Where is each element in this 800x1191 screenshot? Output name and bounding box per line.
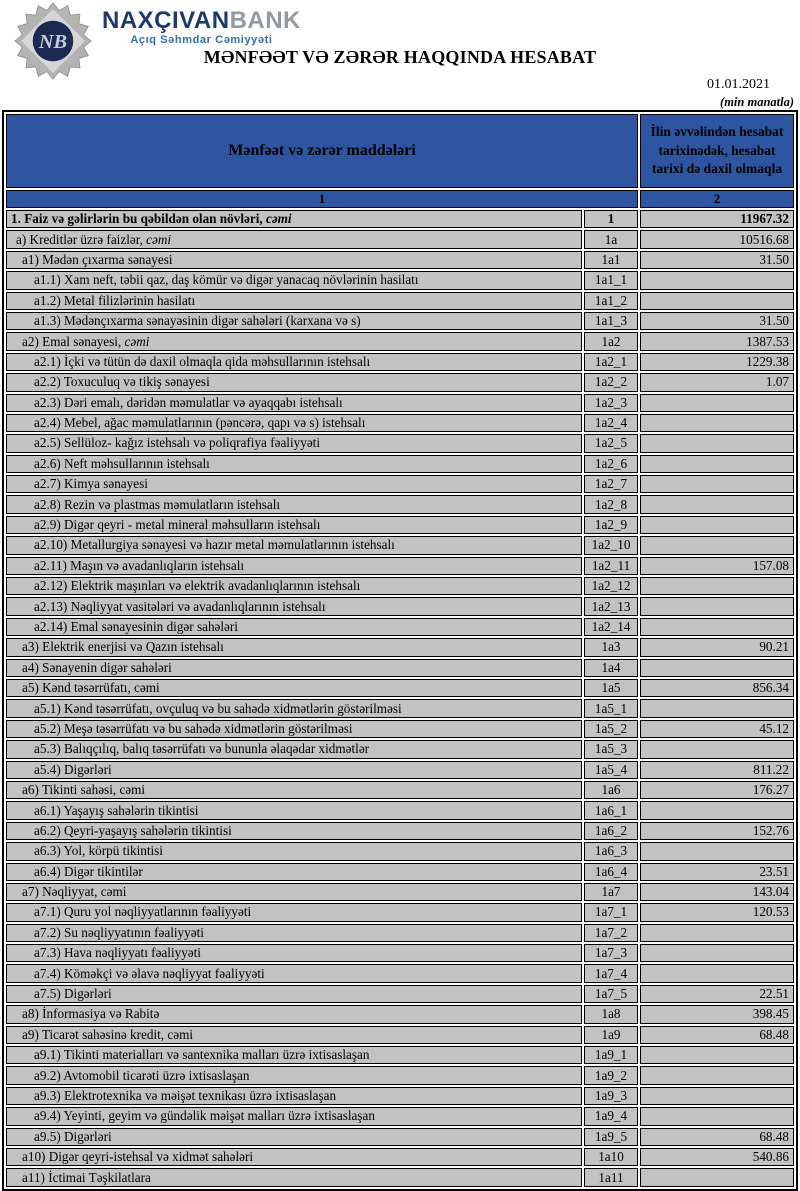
row-label: a11) İctimai Təşkilatlara	[6, 1168, 582, 1186]
row-label: a2) Emal sənayesi, cəmi	[6, 332, 582, 350]
row-value	[640, 414, 794, 432]
row-label: a9.1) Tikinti materialları və santexnika malları üzrə ixtisaslaşan	[6, 1046, 582, 1064]
row-label: a4) Sənayenin digər sahələri	[6, 659, 582, 677]
row-label: a2.8) Rezin və plastmas məmulatların istehsalı	[6, 495, 582, 513]
row-value	[640, 597, 794, 615]
row-code: 1a6_1	[584, 801, 638, 819]
bank-logo	[14, 2, 301, 80]
row-value: 152.76	[640, 822, 794, 840]
row-label: a9.3) Elektrotexnika və məişət texnikası üzrə ixtisaslaşan	[6, 1087, 582, 1105]
table-row	[6, 414, 794, 432]
row-label: a7.4) Köməkçi və əlavə nəqliyyat fəaliyyəti	[6, 964, 582, 982]
table-row	[6, 761, 794, 779]
table-row	[6, 1128, 794, 1146]
table-row	[6, 536, 794, 554]
row-label: a7.1) Quru yol nəqliyyatlarının fəaliyyəti	[6, 903, 582, 921]
report-title: MƏNFƏƏT VƏ ZƏRƏR HAQQINDA HESABAT	[203, 47, 597, 67]
row-code: 1a2_8	[584, 495, 638, 513]
row-code: 1a6_3	[584, 842, 638, 860]
column-header-value: İlin əvvəlindən hesabat tarixinədək, hesabat tarixi də daxil olmaqla	[640, 114, 794, 188]
row-value	[640, 1168, 794, 1186]
table-row	[6, 679, 794, 697]
row-code: 1a1_2	[584, 292, 638, 310]
row-value: 68.48	[640, 1128, 794, 1146]
row-label: a2.6) Neft məhsullarının istehsalı	[6, 455, 582, 473]
table-row	[6, 801, 794, 819]
row-label: a2.12) Elektrik maşınları və elektrik avadanlıqlarının istehsalı	[6, 577, 582, 595]
row-label: a2.10) Metallurgiya sənayesi və hazır metal məmulatlarının istehsalı	[6, 536, 582, 554]
row-value: 90.21	[640, 638, 794, 656]
row-code: 1a9_5	[584, 1128, 638, 1146]
table-row	[6, 822, 794, 840]
row-code: 1a7_5	[584, 985, 638, 1003]
row-label: a9.5) Digərləri	[6, 1128, 582, 1146]
row-value	[640, 964, 794, 982]
row-value: 45.12	[640, 720, 794, 738]
table-row	[6, 863, 794, 881]
row-value: 31.50	[640, 312, 794, 330]
row-label: a2.7) Kimya sənayesi	[6, 475, 582, 493]
row-code: 1	[584, 210, 638, 228]
row-code: 1a5_4	[584, 761, 638, 779]
row-value: 157.08	[640, 557, 794, 575]
row-code: 1a11	[584, 1168, 638, 1186]
row-value	[640, 434, 794, 452]
row-value: 856.34	[640, 679, 794, 697]
table-row	[6, 964, 794, 982]
row-label: a1) Mədən çıxarma sənayesi	[6, 251, 582, 269]
row-code: 1a2_14	[584, 618, 638, 636]
table-row	[6, 353, 794, 371]
row-label: a6.2) Qeyri-yaşayış sahələrin tikintisi	[6, 822, 582, 840]
row-label: a8) İnformasiya və Rabitə	[6, 1005, 582, 1023]
row-value	[640, 924, 794, 942]
row-code: 1a2_1	[584, 353, 638, 371]
table-row	[6, 557, 794, 575]
row-label: a2.2) Toxuculuq və tikiş sənayesi	[6, 373, 582, 391]
row-code: 1a	[584, 230, 638, 248]
row-value	[640, 1087, 794, 1105]
row-label: a7.3) Hava nəqliyyatı fəaliyyəti	[6, 944, 582, 962]
row-value	[640, 842, 794, 860]
column-number-row	[6, 190, 794, 208]
table-row	[6, 842, 794, 860]
row-value	[640, 495, 794, 513]
table-row	[6, 1148, 794, 1166]
bank-seal-icon	[14, 2, 92, 80]
row-value: 811.22	[640, 761, 794, 779]
table-row	[6, 1107, 794, 1125]
row-label: a6) Tikinti sahəsi, cəmi	[6, 781, 582, 799]
report-table-head	[6, 114, 794, 208]
logo-text	[102, 9, 301, 46]
logo-name-primary: NAXÇIVAN	[102, 7, 230, 34]
row-value	[640, 455, 794, 473]
table-row	[6, 475, 794, 493]
row-value	[640, 516, 794, 534]
row-code: 1a5_1	[584, 699, 638, 717]
row-value	[640, 1107, 794, 1125]
row-code: 1a9_2	[584, 1066, 638, 1084]
row-value	[640, 740, 794, 758]
row-code: 1a7_2	[584, 924, 638, 942]
row-label: a1.3) Mədənçıxarma sənayəsinin digər sahələri (karxana və s)	[6, 312, 582, 330]
row-value: 398.45	[640, 1005, 794, 1023]
row-label: a9) Ticarət sahəsinə kredit, cəmi	[6, 1026, 582, 1044]
row-value	[640, 618, 794, 636]
row-code: 1a5_2	[584, 720, 638, 738]
row-label: a5.2) Meşə təsərrüfatı və bu sahədə xidmətlərin göstərilməsi	[6, 720, 582, 738]
row-label: a7.2) Su nəqliyyatının fəaliyyəti	[6, 924, 582, 942]
row-label: a6.1) Yaşayış sahələrin tikintisi	[6, 801, 582, 819]
row-value: 540.86	[640, 1148, 794, 1166]
row-label: a3) Elektrik enerjisi və Qazın istehsalı	[6, 638, 582, 656]
table-row	[6, 985, 794, 1003]
table-row	[6, 659, 794, 677]
row-value	[640, 1066, 794, 1084]
row-label: a2.13) Nəqliyyat vasitələri və avadanlıqlarının istehsalı	[6, 597, 582, 615]
row-value	[640, 271, 794, 289]
row-code: 1a2	[584, 332, 638, 350]
row-value	[640, 944, 794, 962]
table-row	[6, 740, 794, 758]
row-code: 1a2_11	[584, 557, 638, 575]
row-code: 1a7	[584, 883, 638, 901]
row-label: a2.5) Sellüloz- kağız istehsalı və poliqrafiya fəaliyyəti	[6, 434, 582, 452]
table-row	[6, 251, 794, 269]
row-label: a2.1) İçki və tütün də daxil olmaqla qida məhsullarının istehsalı	[6, 353, 582, 371]
row-code: 1a3	[584, 638, 638, 656]
row-value: 23.51	[640, 863, 794, 881]
row-value	[640, 536, 794, 554]
row-code: 1a7_1	[584, 903, 638, 921]
row-label: a7) Nəqliyyat, cəmi	[6, 883, 582, 901]
table-row	[6, 1168, 794, 1186]
row-code: 1a2_4	[584, 414, 638, 432]
table-row	[6, 292, 794, 310]
table-row	[6, 373, 794, 391]
table-row	[6, 903, 794, 921]
row-code: 1a5	[584, 679, 638, 697]
row-label: a5.4) Digərləri	[6, 761, 582, 779]
row-label: a1.2) Metal filizlərinin hasilatı	[6, 292, 582, 310]
row-code: 1a2_9	[584, 516, 638, 534]
row-code: 1a9_3	[584, 1087, 638, 1105]
row-label: a6.3) Yol, körpü tikintisi	[6, 842, 582, 860]
table-row	[6, 618, 794, 636]
row-code: 1a8	[584, 1005, 638, 1023]
row-code: 1a5_3	[584, 740, 638, 758]
row-label: a5) Kənd təsərrüfatı, cəmi	[6, 679, 582, 697]
row-label: a2.9) Digər qeyri - metal mineral məhsulların istehsalı	[6, 516, 582, 534]
row-value: 31.50	[640, 251, 794, 269]
column-number-2: 2	[640, 190, 794, 208]
row-value: 176.27	[640, 781, 794, 799]
table-row	[6, 638, 794, 656]
row-label: a) Kreditlər üzrə faizlər, cəmi	[6, 230, 582, 248]
row-code: 1a2_3	[584, 394, 638, 412]
table-row	[6, 1066, 794, 1084]
logo-subtitle: Açıq Səhmdar Cəmiyyəti	[130, 34, 273, 46]
logo-name	[102, 9, 301, 33]
row-label: a2.3) Dəri emalı, dəridən məmulatlar və ayaqqabı istehsalı	[6, 394, 582, 412]
row-value: 143.04	[640, 883, 794, 901]
table-row	[6, 394, 794, 412]
row-code: 1a4	[584, 659, 638, 677]
logo-name-secondary: BANK	[229, 7, 301, 34]
row-label: a6.4) Digər tikintilər	[6, 863, 582, 881]
row-code: 1a6_2	[584, 822, 638, 840]
row-value: 120.53	[640, 903, 794, 921]
row-code: 1a2_6	[584, 455, 638, 473]
row-value	[640, 699, 794, 717]
row-code: 1a10	[584, 1148, 638, 1166]
row-code: 1a2_13	[584, 597, 638, 615]
table-header-row	[6, 114, 794, 188]
row-code: 1a1_1	[584, 271, 638, 289]
row-value	[640, 394, 794, 412]
row-value	[640, 1046, 794, 1064]
table-row	[6, 434, 794, 452]
row-code: 1a1	[584, 251, 638, 269]
table-row	[6, 210, 794, 228]
report-table-wrap	[2, 110, 798, 1191]
row-code: 1a1_3	[584, 312, 638, 330]
table-row	[6, 1026, 794, 1044]
row-value: 10516.68	[640, 230, 794, 248]
row-label: a9.4) Yeyinti, geyim və gündəlik məişət malları üzrə ixtisaslaşan	[6, 1107, 582, 1125]
row-label: a5.3) Balıqçılıq, balıq təsərrüfatı və bununla əlaqədar xidmətlər	[6, 740, 582, 758]
table-row	[6, 455, 794, 473]
table-row	[6, 699, 794, 717]
row-code: 1a7_4	[584, 964, 638, 982]
table-row	[6, 924, 794, 942]
row-value	[640, 801, 794, 819]
row-code: 1a2_10	[584, 536, 638, 554]
table-row	[6, 597, 794, 615]
row-code: 1a7_3	[584, 944, 638, 962]
report-table-body	[6, 210, 794, 1187]
table-row	[6, 1005, 794, 1023]
report-table	[4, 112, 796, 1189]
unit-note: (min manatla)	[720, 95, 794, 109]
row-code: 1a9_1	[584, 1046, 638, 1064]
seal-monogram: NB	[38, 31, 68, 54]
row-label: a7.5) Digərləri	[6, 985, 582, 1003]
table-row	[6, 516, 794, 534]
row-label: a9.2) Avtomobil ticarəti üzrə ixtisaslaşan	[6, 1066, 582, 1084]
table-row	[6, 495, 794, 513]
row-value	[640, 475, 794, 493]
row-value: 1.07	[640, 373, 794, 391]
row-code: 1a2_12	[584, 577, 638, 595]
row-code: 1a6_4	[584, 863, 638, 881]
table-row	[6, 883, 794, 901]
table-row	[6, 312, 794, 330]
row-value: 1229.38	[640, 353, 794, 371]
table-row	[6, 332, 794, 350]
row-value: 68.48	[640, 1026, 794, 1044]
row-value	[640, 577, 794, 595]
row-label: a2.14) Emal sənayesinin digər sahələri	[6, 618, 582, 636]
table-row	[6, 577, 794, 595]
row-label: a2.4) Mebel, ağac məmulatlarının (pəncərə, qapı və s) istehsalı	[6, 414, 582, 432]
row-code: 1a6	[584, 781, 638, 799]
row-code: 1a2_5	[584, 434, 638, 452]
table-row	[6, 1087, 794, 1105]
row-label: a2.11) Maşın və avadanlıqların istehsalı	[6, 557, 582, 575]
row-label: a10) Digər qeyri-istehsal və xidmət sahələri	[6, 1148, 582, 1166]
row-label: a1.1) Xam neft, təbii qaz, daş kömür və digər yanacaq növlərinin hasilatı	[6, 271, 582, 289]
row-code: 1a2_2	[584, 373, 638, 391]
row-label: 1. Faiz və gəlirlərin bu qəbildən olan növləri, cəmi	[6, 210, 582, 228]
column-number-1: 1	[6, 190, 638, 208]
row-value: 1387.53	[640, 332, 794, 350]
row-code: 1a2_7	[584, 475, 638, 493]
row-value: 11967.32	[640, 210, 794, 228]
table-row	[6, 720, 794, 738]
page-header	[0, 0, 800, 110]
row-value: 22.51	[640, 985, 794, 1003]
column-header-items: Mənfəət və zərər maddələri	[6, 114, 638, 188]
table-row	[6, 1046, 794, 1064]
table-row	[6, 230, 794, 248]
report-date: 01.01.2021	[707, 77, 770, 92]
table-row	[6, 944, 794, 962]
row-code: 1a9_4	[584, 1107, 638, 1125]
row-value	[640, 292, 794, 310]
row-value	[640, 659, 794, 677]
table-row	[6, 781, 794, 799]
row-label: a5.1) Kənd təsərrüfatı, ovçuluq və bu sahədə xidmətlərin göstərilməsi	[6, 699, 582, 717]
row-code: 1a9	[584, 1026, 638, 1044]
table-row	[6, 271, 794, 289]
